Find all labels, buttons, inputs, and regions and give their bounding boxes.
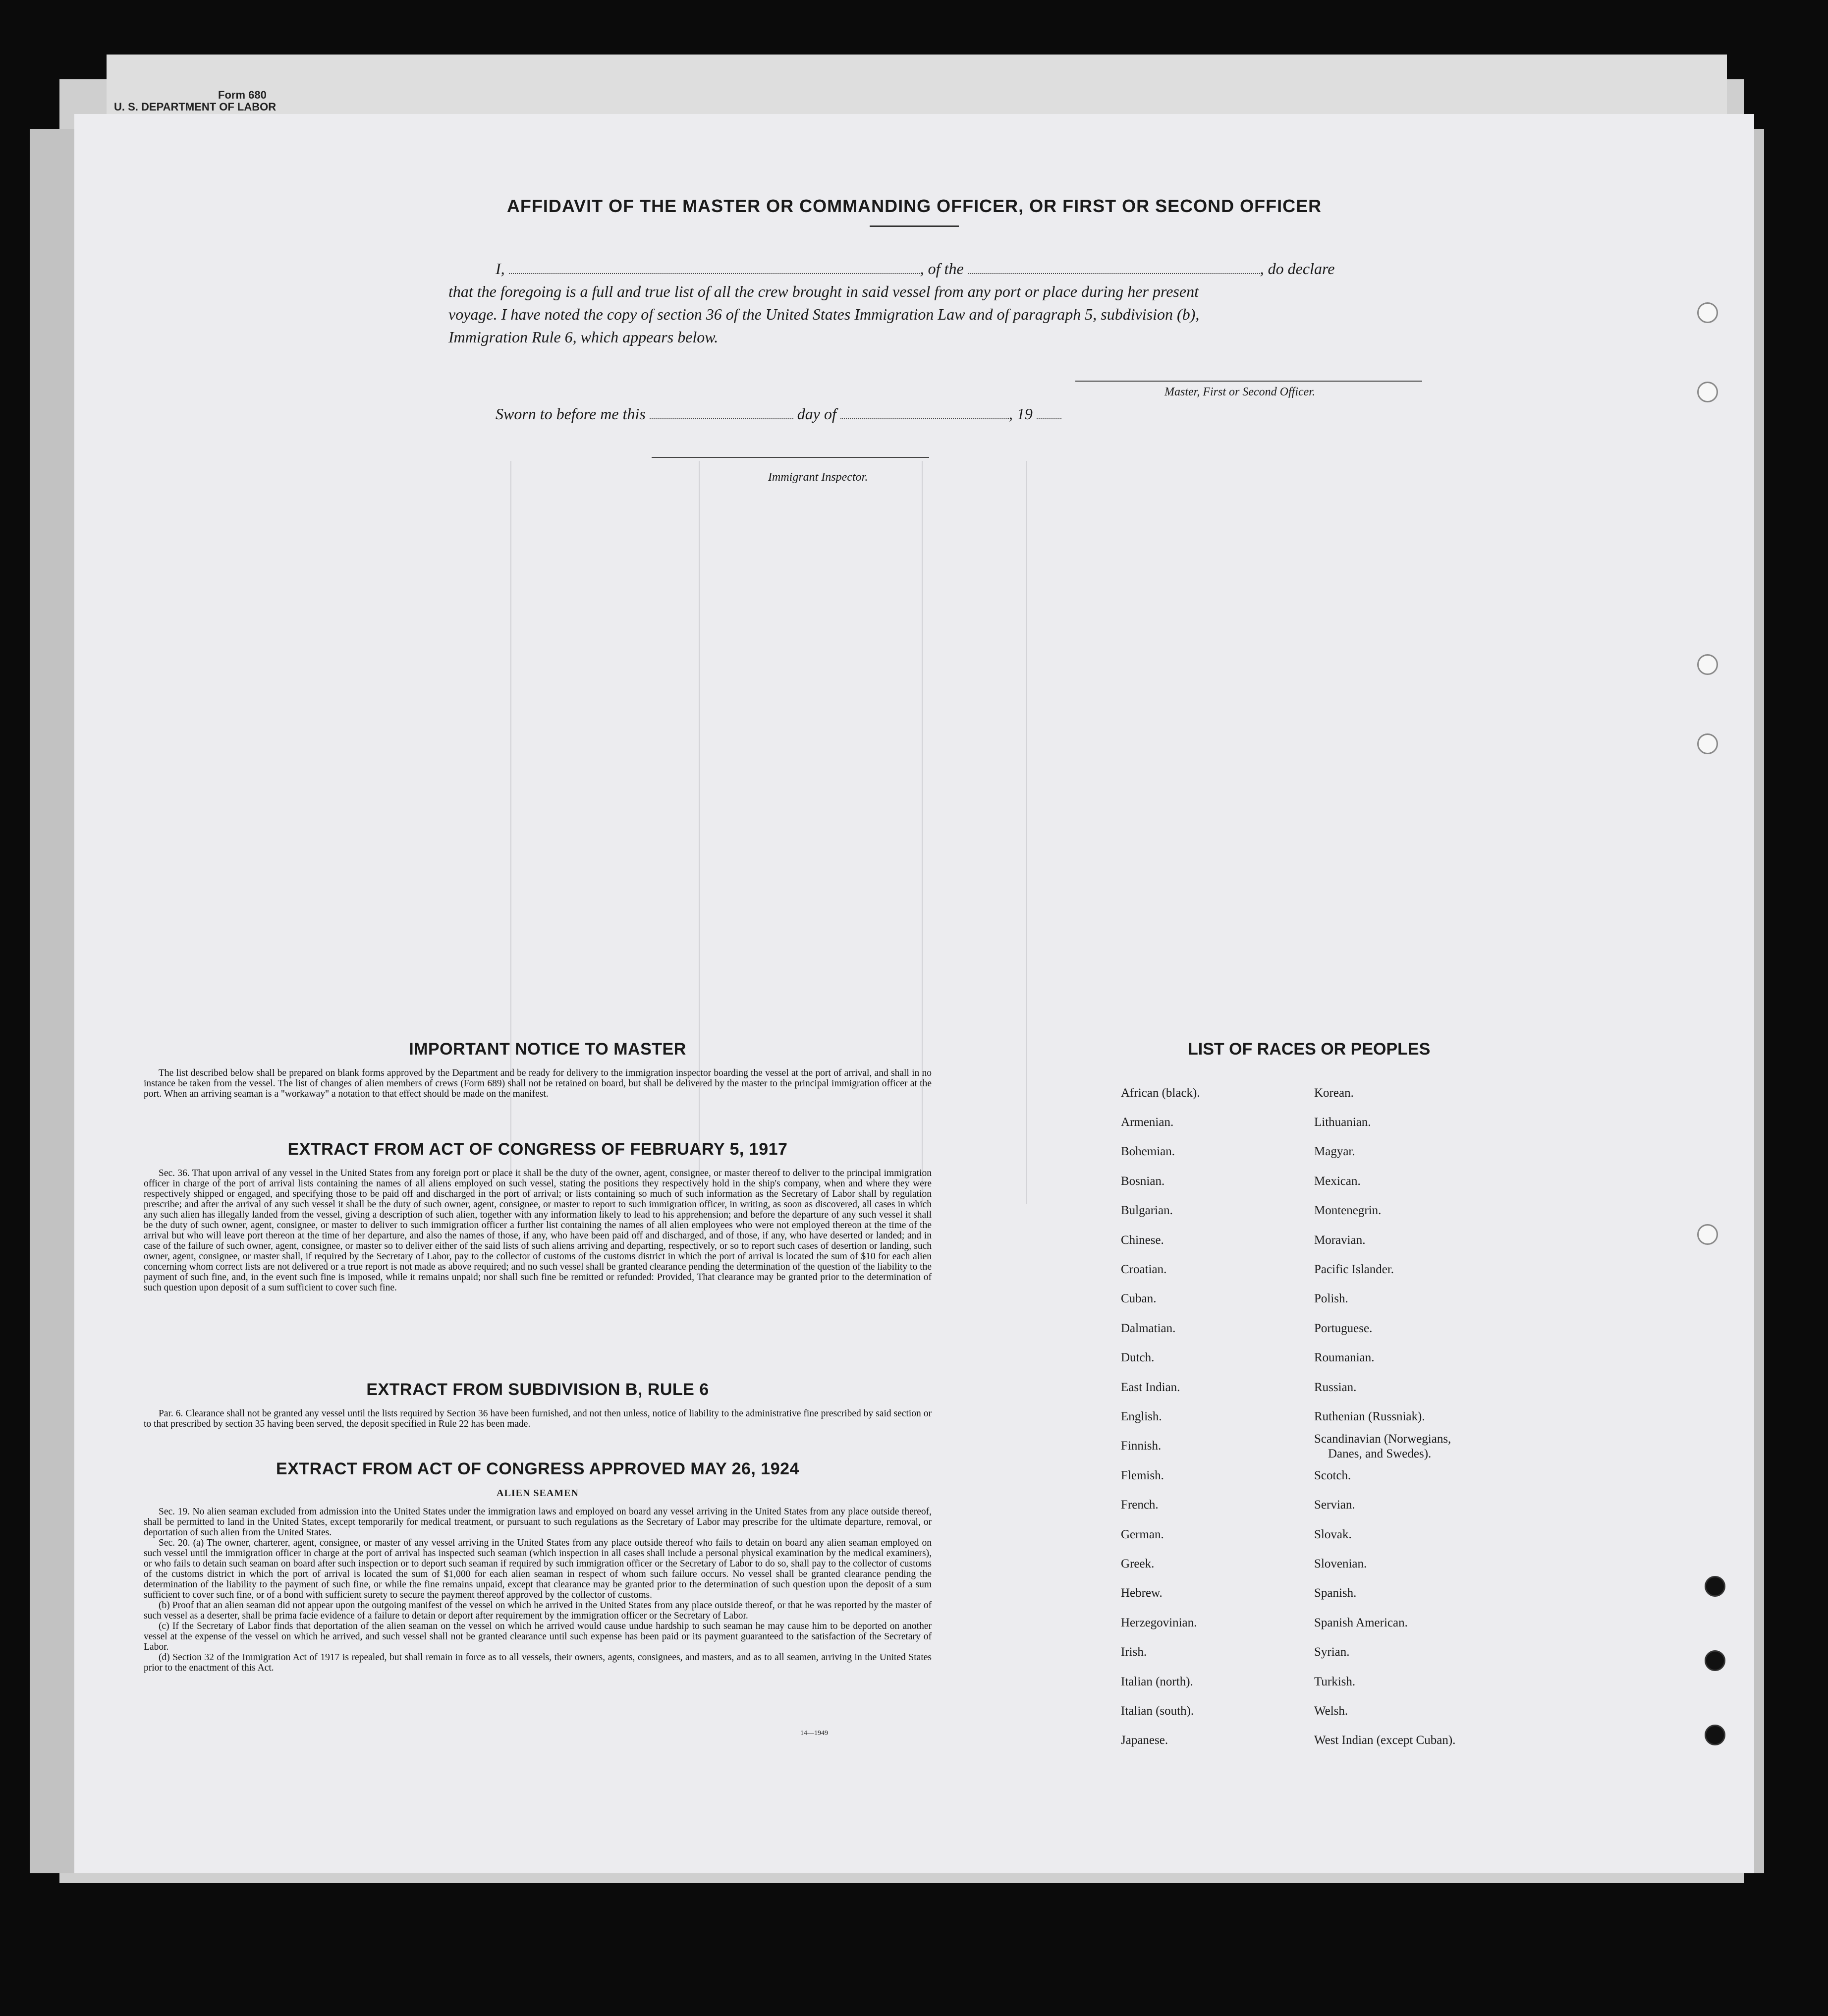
race-item: French. [1121, 1498, 1159, 1512]
race-item: Scotch. [1314, 1469, 1351, 1482]
race-item: Armenian. [1121, 1116, 1174, 1129]
master-signature-caption: Master, First or Second Officer. [1164, 386, 1315, 398]
sworn-year: , 19 [1008, 405, 1033, 423]
inspector-signature-line [652, 457, 929, 458]
sworn-day-blank [650, 406, 793, 419]
section-20a-paragraph: Sec. 20. (a) The owner, charterer, agent, consignee, or master of any vessel arriving in the United States from any place outside thereof who fails to detain on board any alien seaman employed on such vessel until the immigration officer in charge at the port of arrival has inspected such seaman (which inspection in all cases shall include a personal physical examination by the medical examiners), or who fails to detain such seaman on board after such inspection or to deport such seaman if required by such immigration officer or the Secretary of Labor to do so, shall pay to the collector of customs of the customs district in which the port of arrival is located the sum of $1,000 for each alien seaman in respect of whom such failure occurs. No vessel shall be granted clearance pending the determination of the liability to the payment of such fine, or while the fine remains unpaid, except that clearance may be granted prior to the determination of such question upon the deposit of a sum sufficient to cover such fine, or of a bond with sufficient surety to secure the payment thereof approved by the collector of customs. [144, 1538, 932, 1600]
race-item: East Indian. [1121, 1381, 1180, 1394]
extract-1917-title: EXTRACT FROM ACT OF CONGRESS OF FEBRUARY 5, 1917 [287, 1140, 788, 1159]
race-item: Herzegovinian. [1121, 1616, 1197, 1629]
form-code: 14—1949 [800, 1730, 828, 1737]
race-item: Finnish. [1121, 1439, 1162, 1453]
sworn-year-blank [1037, 406, 1061, 419]
binder-hole [1697, 1224, 1718, 1245]
race-item: Korean. [1314, 1086, 1354, 1100]
race-item: Scandinavian (Norwegians, [1314, 1432, 1451, 1446]
race-item: Servian. [1314, 1498, 1355, 1512]
race-item: Croatian. [1121, 1263, 1167, 1276]
section-19-paragraph: Sec. 19. No alien seaman excluded from admission into the United States under the immigration laws and employed on board any vessel arriving in the United States from any place outside thereof, shall be permitted to land in the United States, except temporarily for medical treatment, or pursuant to such regulations as the Secretary of Labor may prescribe for the ultimate departure, removal, or deportation of such alien from the United States. [144, 1507, 932, 1538]
race-item: Spanish. [1314, 1586, 1357, 1600]
affidavit-of-the: , of the [920, 260, 964, 278]
race-item: Italian (south). [1121, 1704, 1194, 1718]
rule-6-body [144, 1408, 932, 1429]
race-item: Polish. [1314, 1292, 1348, 1305]
binder-hole [1697, 733, 1718, 754]
name-blank [509, 261, 920, 274]
race-item: Magyar. [1314, 1145, 1355, 1158]
section-20d-paragraph: (d) Section 32 of the Immigration Act of 1917 is repealed, but shall remain in force as to all vessels, their owners, agents, consignees, and masters, and as to all seamen, arriving in the United States prior to the enactment of this Act. [144, 1652, 932, 1673]
race-item: Pacific Islander. [1314, 1263, 1394, 1276]
extract-1924-title: EXTRACT FROM ACT OF CONGRESS APPROVED MAY 26, 1924 [276, 1459, 799, 1478]
extract-1924-body [144, 1507, 932, 1673]
sworn-month-blank [840, 406, 1009, 419]
race-item: Bulgarian. [1121, 1204, 1173, 1217]
section-20c-paragraph: (c) If the Secretary of Labor finds that deportation of the alien seaman on the vessel on which he arrived would cause undue hardship to such seaman he may cause him to be deported on another vessel at the expense of the vessel on which he arrived, and such vessel shall not be granted clearance until such expense has been paid or its payment guaranteed to the satisfaction of the Secretary of Labor. [144, 1621, 932, 1652]
affidavit-line-3: voyage. I have noted the copy of section 36 of the United States Immigration Law and of paragraph 5, subdivision (b), [448, 305, 1200, 323]
race-item: Irish. [1121, 1645, 1147, 1659]
race-item: Syrian. [1314, 1645, 1350, 1659]
race-item: Turkish. [1314, 1675, 1356, 1688]
master-signature-line [1075, 381, 1422, 382]
race-item: Spanish American. [1314, 1616, 1408, 1629]
race-item: Lithuanian. [1314, 1116, 1371, 1129]
race-item: Slovak. [1314, 1528, 1352, 1541]
affidavit-line-1 [496, 258, 1334, 280]
race-item: Portuguese. [1314, 1322, 1373, 1335]
extract-1917-body [144, 1168, 932, 1293]
race-item: African (black). [1121, 1086, 1200, 1100]
sworn-day-of: day of [797, 405, 836, 423]
inspector-caption: Immigrant Inspector. [768, 471, 868, 484]
race-item: German. [1121, 1528, 1164, 1541]
binder-hole [1705, 1650, 1725, 1671]
race-item: Dutch. [1121, 1351, 1155, 1364]
affidavit-declare: , do declare [1260, 260, 1335, 278]
races-title: LIST OF RACES OR PEOPLES [1188, 1040, 1431, 1059]
title-divider [870, 225, 959, 227]
race-item: Chinese. [1121, 1233, 1164, 1247]
race-item: Danes, and Swedes). [1328, 1447, 1432, 1460]
vessel-blank [968, 261, 1260, 274]
binder-hole [1705, 1576, 1725, 1597]
race-item: Roumanian. [1314, 1351, 1375, 1364]
notice-paragraph: The list described below shall be prepared on blank forms approved by the Department and be ready for delivery to the immigration inspector boarding the vessel at the port of arrival, and shall in no instance be taken from the vessel. The list of changes of alien members of crews (Form 689) shall not be retained on board, but shall be delivered by the master to the principal immigration officer at the port. When an arriving seaman is a "workaway" a notation to that effect should be made on the manifest. [144, 1068, 932, 1099]
notice-body [144, 1068, 932, 1099]
binder-hole [1697, 654, 1718, 675]
race-item: Bohemian. [1121, 1145, 1175, 1158]
rule-6-paragraph: Par. 6. Clearance shall not be granted any vessel until the lists required by Section 36 have been furnished, and not then unless, notice of liability to the administrative fine prescribed by said section or to that prescribed by section 35 having been served, the deposit specified in Rule 22 has been made. [144, 1408, 932, 1429]
notice-title: IMPORTANT NOTICE TO MASTER [409, 1040, 686, 1059]
race-item: Flemish. [1121, 1469, 1164, 1482]
affidavit-page [74, 114, 1754, 1873]
under-form-number: Form 680 [218, 89, 267, 101]
race-item: Hebrew. [1121, 1586, 1163, 1600]
race-item: Welsh. [1314, 1704, 1348, 1718]
affidavit-line-2: that the foregoing is a full and true list of all the crew brought in said vessel from any port or place during her present [448, 282, 1199, 300]
race-item: Mexican. [1314, 1175, 1361, 1188]
alien-seamen-subtitle: ALIEN SEAMEN [497, 1488, 579, 1499]
sworn-text: Sworn to before me this [496, 405, 646, 423]
race-item: Cuban. [1121, 1292, 1157, 1305]
affidavit-line-4: Immigration Rule 6, which appears below. [448, 328, 719, 346]
race-item: Italian (north). [1121, 1675, 1193, 1688]
binder-hole [1705, 1725, 1725, 1745]
race-item: West Indian (except Cuban). [1314, 1734, 1456, 1747]
race-item: Russian. [1314, 1381, 1357, 1394]
section-20b-paragraph: (b) Proof that an alien seaman did not appear upon the outgoing manifest of the vessel on which he arrived in the United States from any place outside thereof, or that he was reported by the master of such vessel as a deserter, shall be prima facie evidence of a failure to detain or deport after requirement by the immigration officer or the Secretary of Labor. [144, 1600, 932, 1621]
affidavit-i: I, [496, 260, 505, 278]
sworn-line [496, 403, 1061, 425]
binder-hole [1697, 302, 1718, 323]
race-item: Japanese. [1121, 1734, 1168, 1747]
race-item: Moravian. [1314, 1233, 1366, 1247]
race-item: English. [1121, 1410, 1162, 1423]
under-department: U. S. DEPARTMENT OF LABOR [114, 101, 277, 113]
section-36-paragraph: Sec. 36. That upon arrival of any vessel in the United States from any foreign port or place it shall be the duty of the owner, agent, consignee, or master thereof to deliver to the principal immigration officer in charge of the port of arrival lists containing the names of all aliens employed on such vessel, stating the positions they respectively hold in the ship's company, when and where they were respectively shipped or engaged, and specifying those to be paid off and discharged in the port of arrival; or lists containing so much of such information as the Secretary of Labor shall by regulation prescribe; and after the arrival of any such vessel it shall be the duty of such owner, agent, consignee, or master to report to such immigration officer, in writing, as soon as discovered, all cases in which any such alien has illegally landed from the vessel, giving a description of such alien, together with any information likely to lead to his apprehension; and before the departure of any such vessel it shall be the duty of such owner, agent, consignee, or master to deliver to such immigration officer a further list containing the names of all alien employees who were not employed thereon at the time of the arrival but who will leave port thereon at the time of her departure, and also the names of those, if any, who have been paid off and discharged, and of those, if any, who have deserted or landed; and in case of the failure of such owner, agent, consignee, or master so to deliver either of the said lists of such aliens arriving and departing, respectively, or so to report such cases of desertion or landing, such owner, agent, consignee, or master shall, if required by the Secretary of Labor, pay to the collector of customs of the customs district in which the port of arrival is located the sum of $10 for each alien concerning whom correct lists are not delivered or a true report is not made as above required; and no such vessel shall be granted clearance pending the determination of the question of the liability to the payment of such fine, and, in the event such fine is imposed, while it remains unpaid; nor shall such fine be remitted or refunded: Provided, That clearance may be granted prior to the determination of such question upon deposit of a sum sufficient to cover such fine. [144, 1168, 932, 1293]
race-item: Bosnian. [1121, 1175, 1165, 1188]
race-item: Dalmatian. [1121, 1322, 1176, 1335]
race-item: Greek. [1121, 1557, 1155, 1570]
race-item: Ruthenian (Russniak). [1314, 1410, 1425, 1423]
race-item: Montenegrin. [1314, 1204, 1382, 1217]
race-item: Slovenian. [1314, 1557, 1367, 1570]
affidavit-title: AFFIDAVIT OF THE MASTER OR COMMANDING OFFICER, OR FIRST OR SECOND OFFICER [506, 196, 1322, 216]
binder-hole [1697, 382, 1718, 402]
rule-6-title: EXTRACT FROM SUBDIVISION B, RULE 6 [366, 1380, 709, 1399]
